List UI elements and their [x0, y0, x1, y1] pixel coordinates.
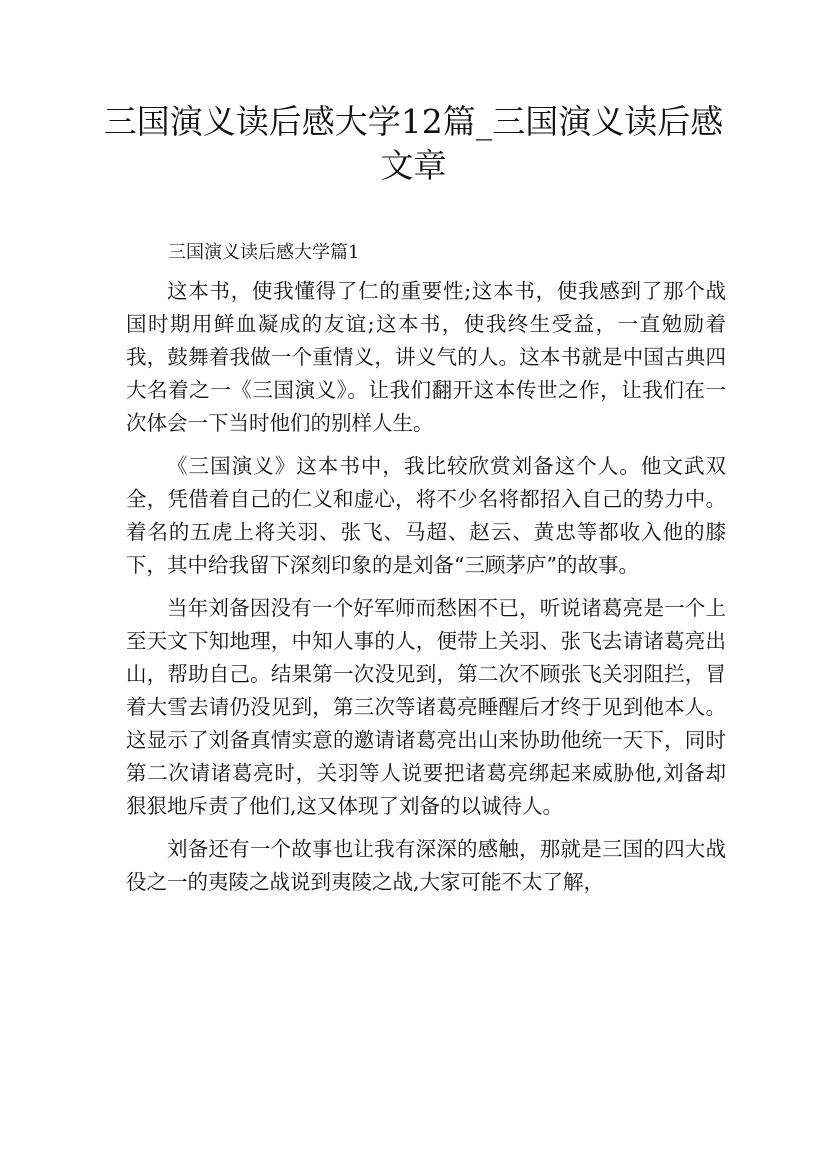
- paragraph-1: 这本书，使我懂得了仁的重要性;这本书，使我感到了那个战国时期用鲜血凝成的友谊;这本书，使我终生受益，一直勉励着我，鼓舞着我做一个重情义，讲义气的人。这本书就是中国古典四大名着之一《三国演义》。让我们翻开这本传世之作，让我们在一次体会一下当时他们的别样人生。: [126, 279, 726, 435]
- section-heading: 三国演义读后感大学篇1: [168, 242, 360, 263]
- document-body: [126, 236, 726, 909]
- document-title: 三国演义读后感大学12篇_三国演义读后感文章: [103, 102, 724, 185]
- paragraph-3: 当年刘备因没有一个好军师而愁困不已，听说诸葛亮是一个上至天文下知地理，中知人事的人，便带上关羽、张飞去请诸葛亮出山，帮助自己。结果第一次没见到，第二次不顾张飞关羽阻拦，冒着大雪去请仍没见到，第三次等诸葛亮睡醒后才终于见到他本人。这显示了刘备真情实意的邀请诸葛亮出山来协助他统一天下，同时第二次请诸葛亮时，关羽等人说要把诸葛亮绑起来威胁他,刘备却狠狠地斥责了他们,这又体现了刘备的以诚待人。: [126, 596, 726, 818]
- paragraph-2: 《三国演义》这本书中，我比较欣赏刘备这个人。他文武双全，凭借着自己的仁义和虚心，将不少名将都招入自己的势力中。着名的五虎上将关羽、张飞、马超、赵云、黄忠等都收入他的膝下，其中给我留下深刻印象的是刘备“三顾茅庐”的故事。: [126, 454, 726, 577]
- paragraph-4: 刘备还有一个故事也让我有深深的感触，那就是三国的四大战役之一的夷陵之战说到夷陵之战,大家可能不太了解，: [126, 837, 726, 894]
